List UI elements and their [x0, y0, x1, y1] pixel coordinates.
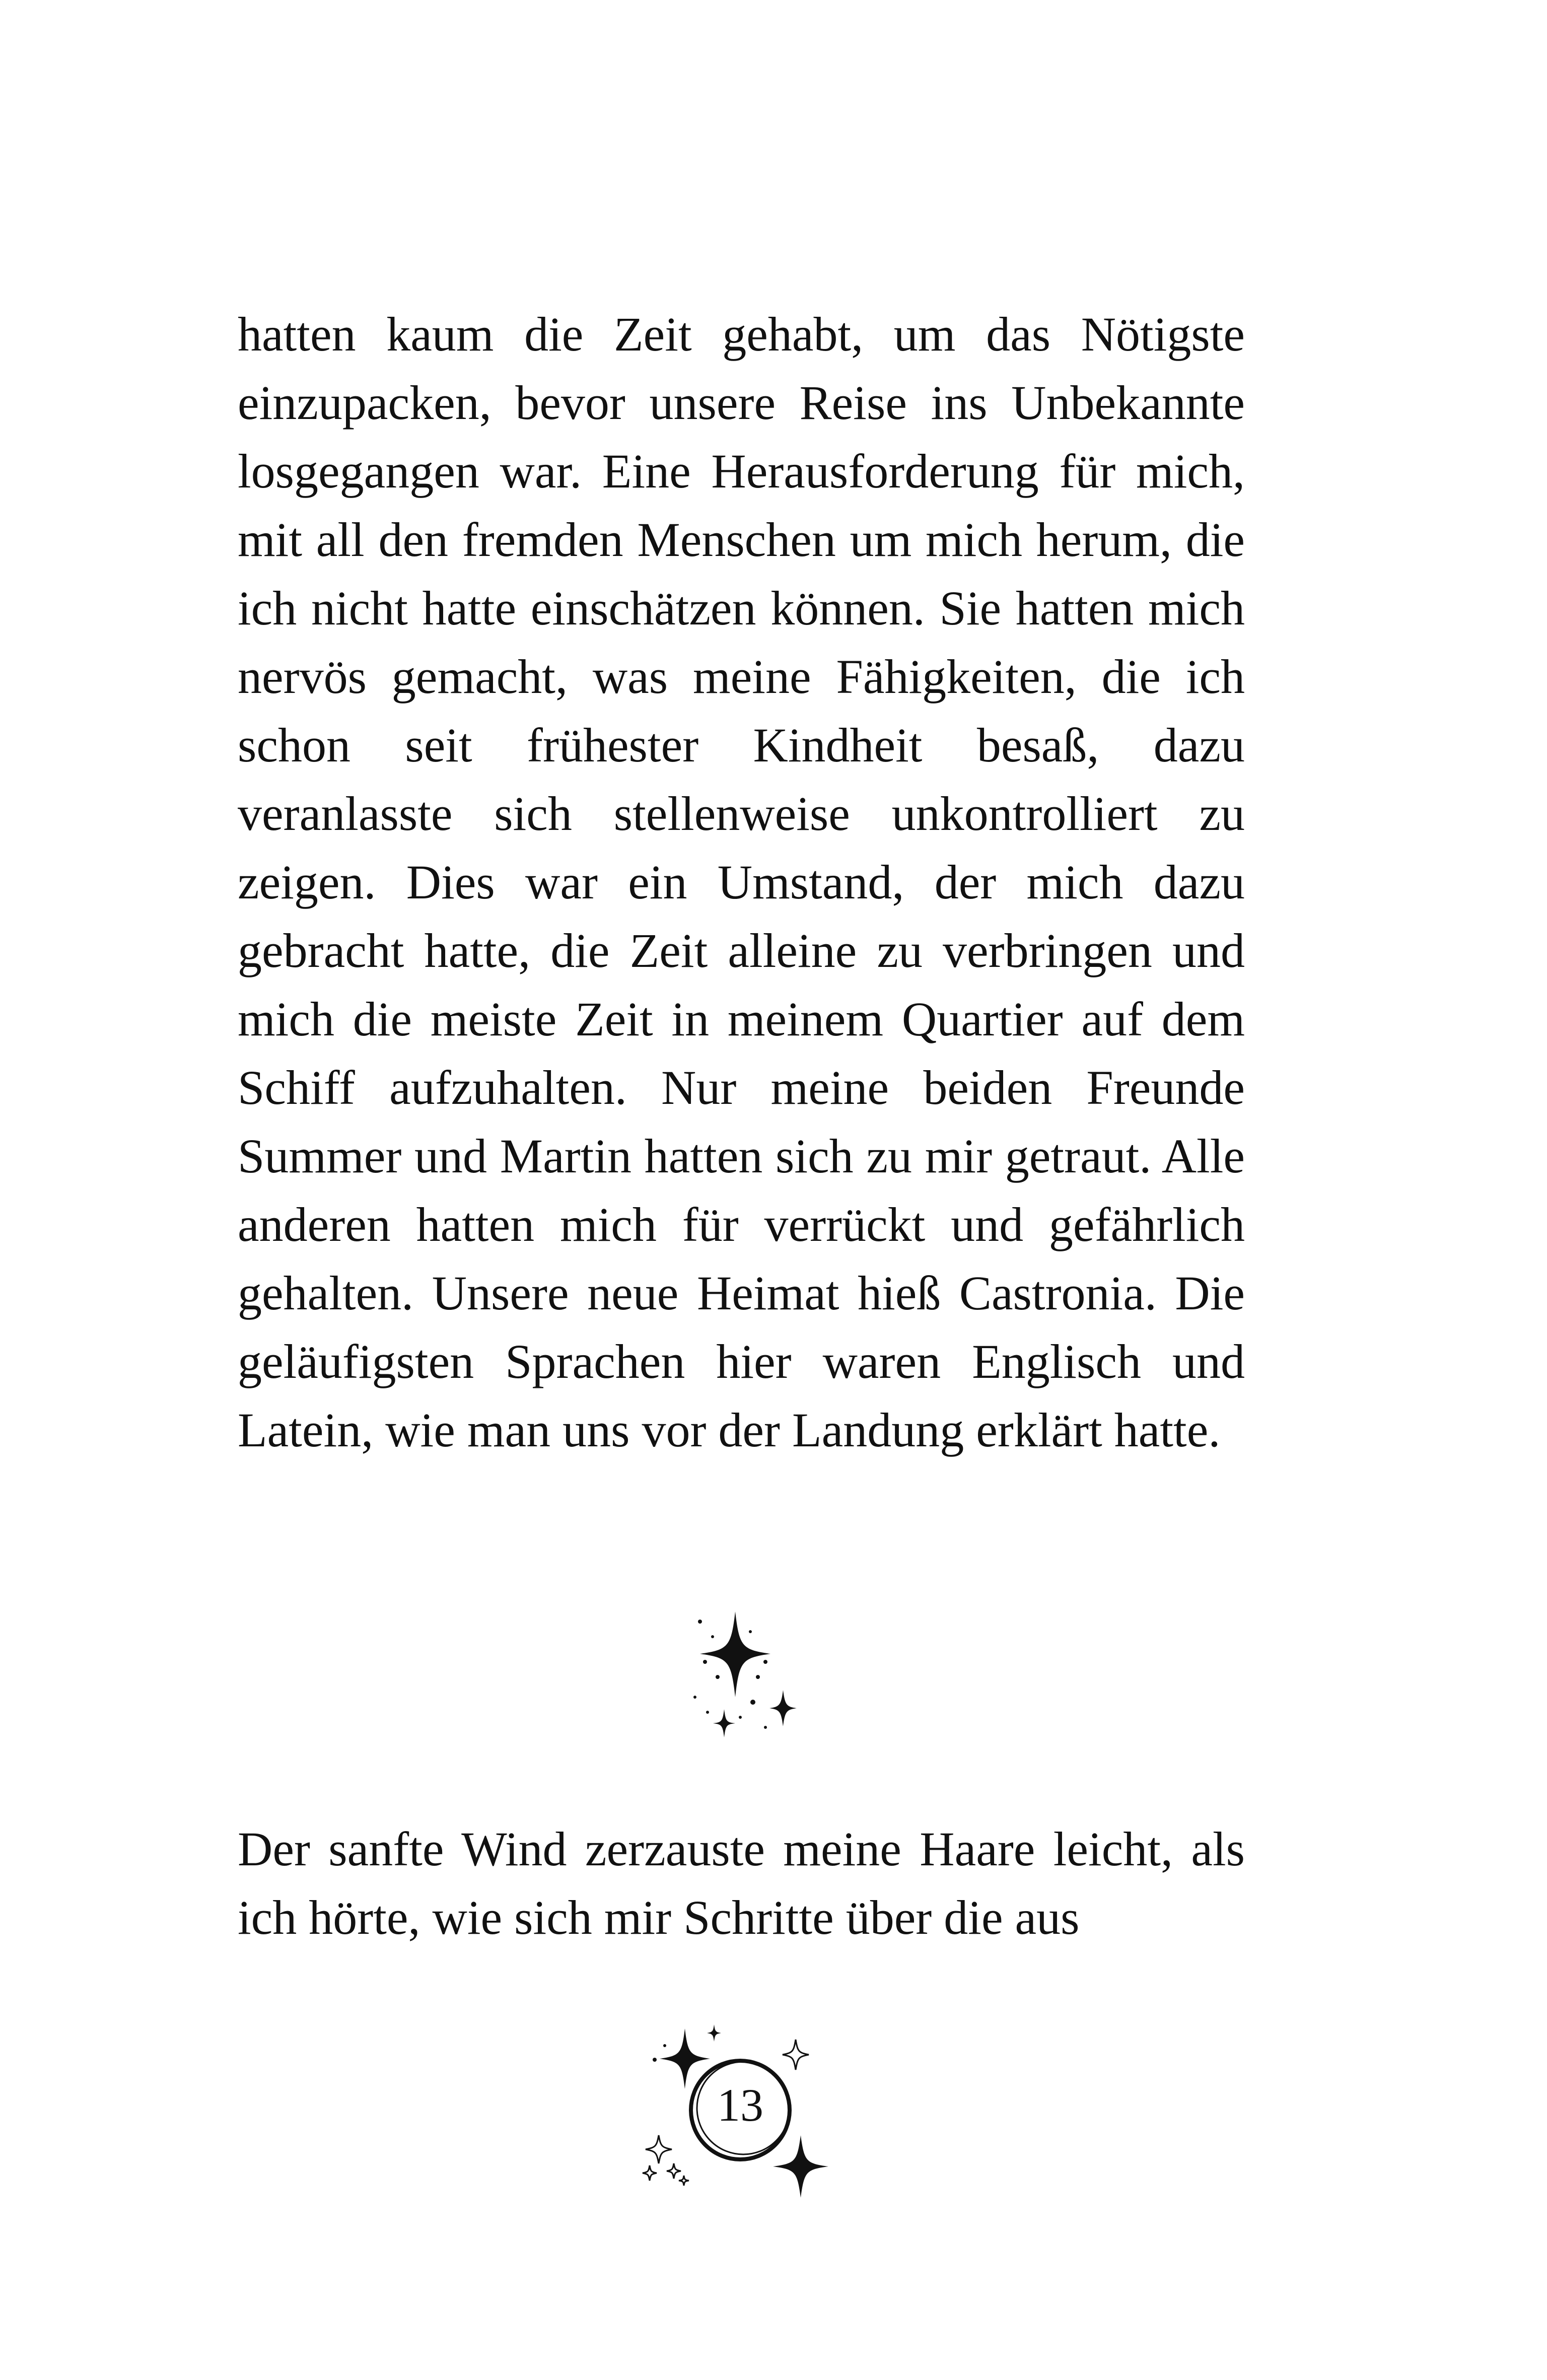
- page-number: 13: [717, 2079, 763, 2131]
- page-number-ornament: [635, 2009, 846, 2211]
- sparkle-cluster-icon: [665, 1601, 816, 1763]
- body-paragraph-1: [238, 300, 1245, 1464]
- body-paragraph-2: [238, 1815, 1245, 1952]
- paragraph-text: Der sanfte Wind zerzauste meine Haare leicht, als ich hörte, wie sich mir Schritte über die aus: [238, 1822, 1245, 1944]
- paragraph-text: hatten kaum die Zeit gehabt, um das Nötigste einzupacken, bevor unsere Reise ins Unbekannte losgegangen war. Eine Herausforderung für mich, mit all den fremden Menschen um mich herum, die ich nicht hatte einschätzen können. Sie hatten mich nervös gemacht, was meine Fähigkeiten, die ich schon seit frühester Kindheit besaß, dazu veranlasste sich stellenweise unkontrolliert zu zeigen. Dies war ein Umstand, der mich dazu gebracht hatte, die Zeit alleine zu verbringen und mich die meiste Zeit in meinem Quartier auf dem Schiff aufzuhalten. Nur meine beiden Freunde Summer und Martin hatten sich zu mir getraut. Alle anderen hatten mich für verrückt und gefährlich gehalten. Unsere neue Heimat hieß Castronia. Die geläufigsten Sprachen hier waren Englisch und Latein, wie man uns vor der Landung erklärt hatte.: [238, 307, 1245, 1457]
